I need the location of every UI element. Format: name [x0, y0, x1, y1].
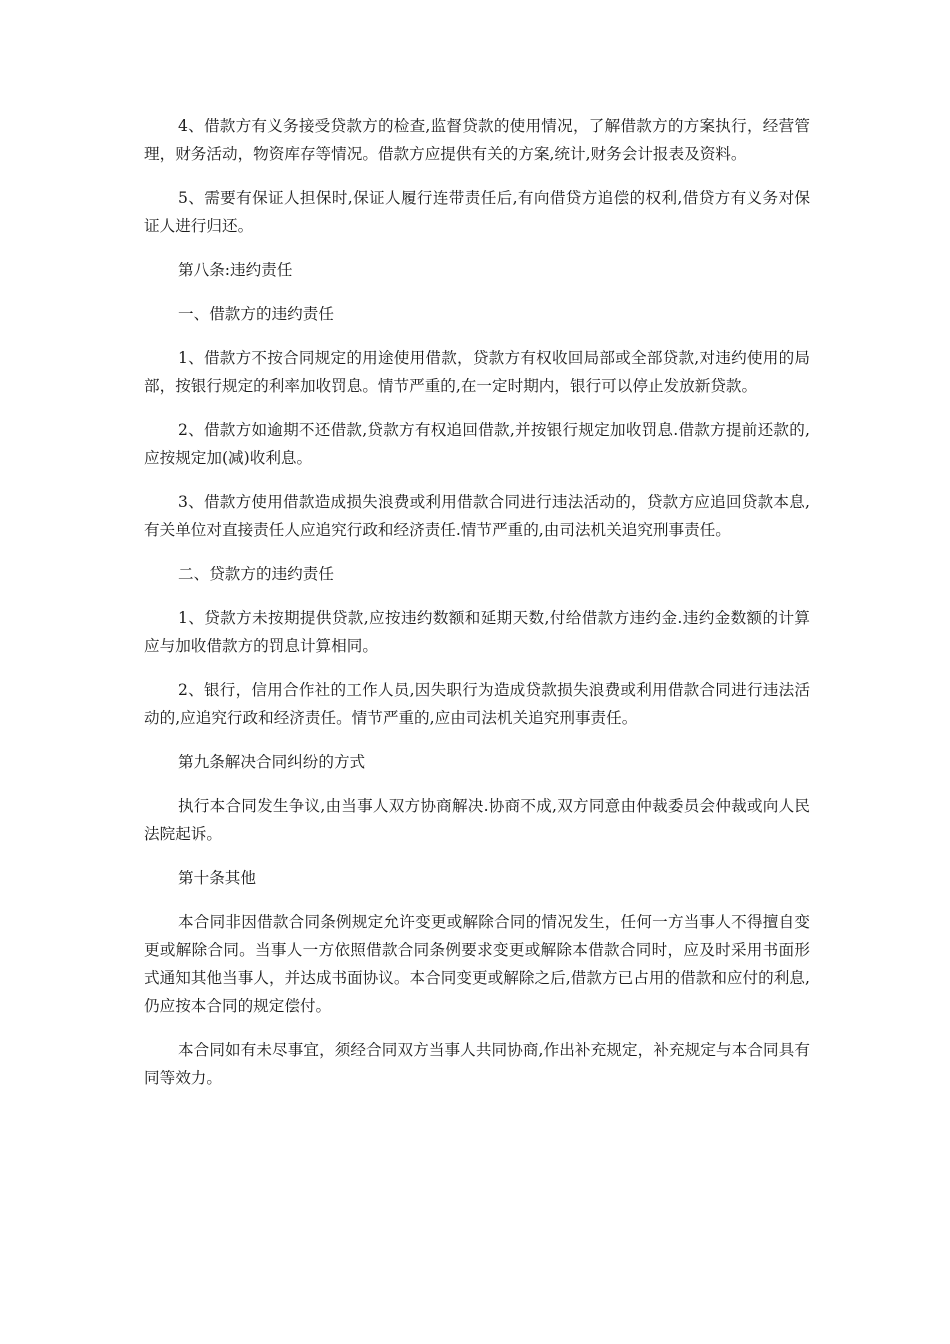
clause-5-guarantor: 5、需要有保证人担保时,保证人履行连带责任后,有向借贷方追偿的权利,借贷方有义务对保证人进行归还。 — [144, 189, 810, 235]
borrower-liability-2: 2、借款方如逾期不还借款,贷款方有权追回借款,并按银行规定加收罚息.借款方提前还款的,应按规定加(减)收利息。 — [144, 421, 810, 467]
document-page — [144, 112, 810, 1108]
lender-liability-1: 1、贷款方未按期提供贷款,应按违约数额和延期天数,付给借款方违约金.违约金数额的计算应与加收借款方的罚息计算相同。 — [144, 609, 810, 655]
contract-modification: 本合同非因借款合同条例规定允许变更或解除合同的情况发生，任何一方当事人不得擅自变更或解除合同。当事人一方依照借款合同条例要求变更或解除本借款合同时，应及时采用书面形式通知其他当事人，并达成书面协议。本合同变更或解除之后,借款方已占用的借款和应付的利息,仍应按本合同的规定偿付。 — [144, 913, 810, 1015]
lender-liability-heading: 二、贷款方的违约责任 — [178, 565, 334, 583]
borrower-liability-3: 3、借款方使用借款造成损失浪费或利用借款合同进行违法活动的，贷款方应追回贷款本息,有关单位对直接责任人应追究行政和经济责任.情节严重的,由司法机关追究刑事责任。 — [144, 493, 810, 539]
article-8-heading: 第八条:违约责任 — [178, 261, 293, 279]
article-10-heading: 第十条其他 — [178, 869, 256, 887]
lender-liability-2: 2、银行，信用合作社的工作人员,因失职行为造成贷款损失浪费或利用借款合同进行违法活动的,应追究行政和经济责任。情节严重的,应由司法机关追究刑事责任。 — [144, 681, 810, 727]
clause-4-inspection: 4、借款方有义务接受贷款方的检查,监督贷款的使用情况，了解借款方的方案执行，经营管理，财务活动，物资库存等情况。借款方应提供有关的方案,统计,财务会计报表及资料。 — [144, 117, 810, 163]
dispute-resolution: 执行本合同发生争议,由当事人双方协商解决.协商不成,双方同意由仲裁委员会仲裁或向人民法院起诉。 — [144, 797, 810, 843]
supplementary-provisions: 本合同如有未尽事宜，须经合同双方当事人共同协商,作出补充规定，补充规定与本合同具有同等效力。 — [144, 1041, 810, 1087]
borrower-liability-heading: 一、借款方的违约责任 — [178, 305, 334, 323]
borrower-liability-1: 1、借款方不按合同规定的用途使用借款，贷款方有权收回局部或全部贷款,对违约使用的局部，按银行规定的利率加收罚息。情节严重的,在一定时期内，银行可以停止发放新贷款。 — [144, 349, 810, 395]
article-9-heading: 第九条解决合同纠纷的方式 — [178, 753, 366, 771]
